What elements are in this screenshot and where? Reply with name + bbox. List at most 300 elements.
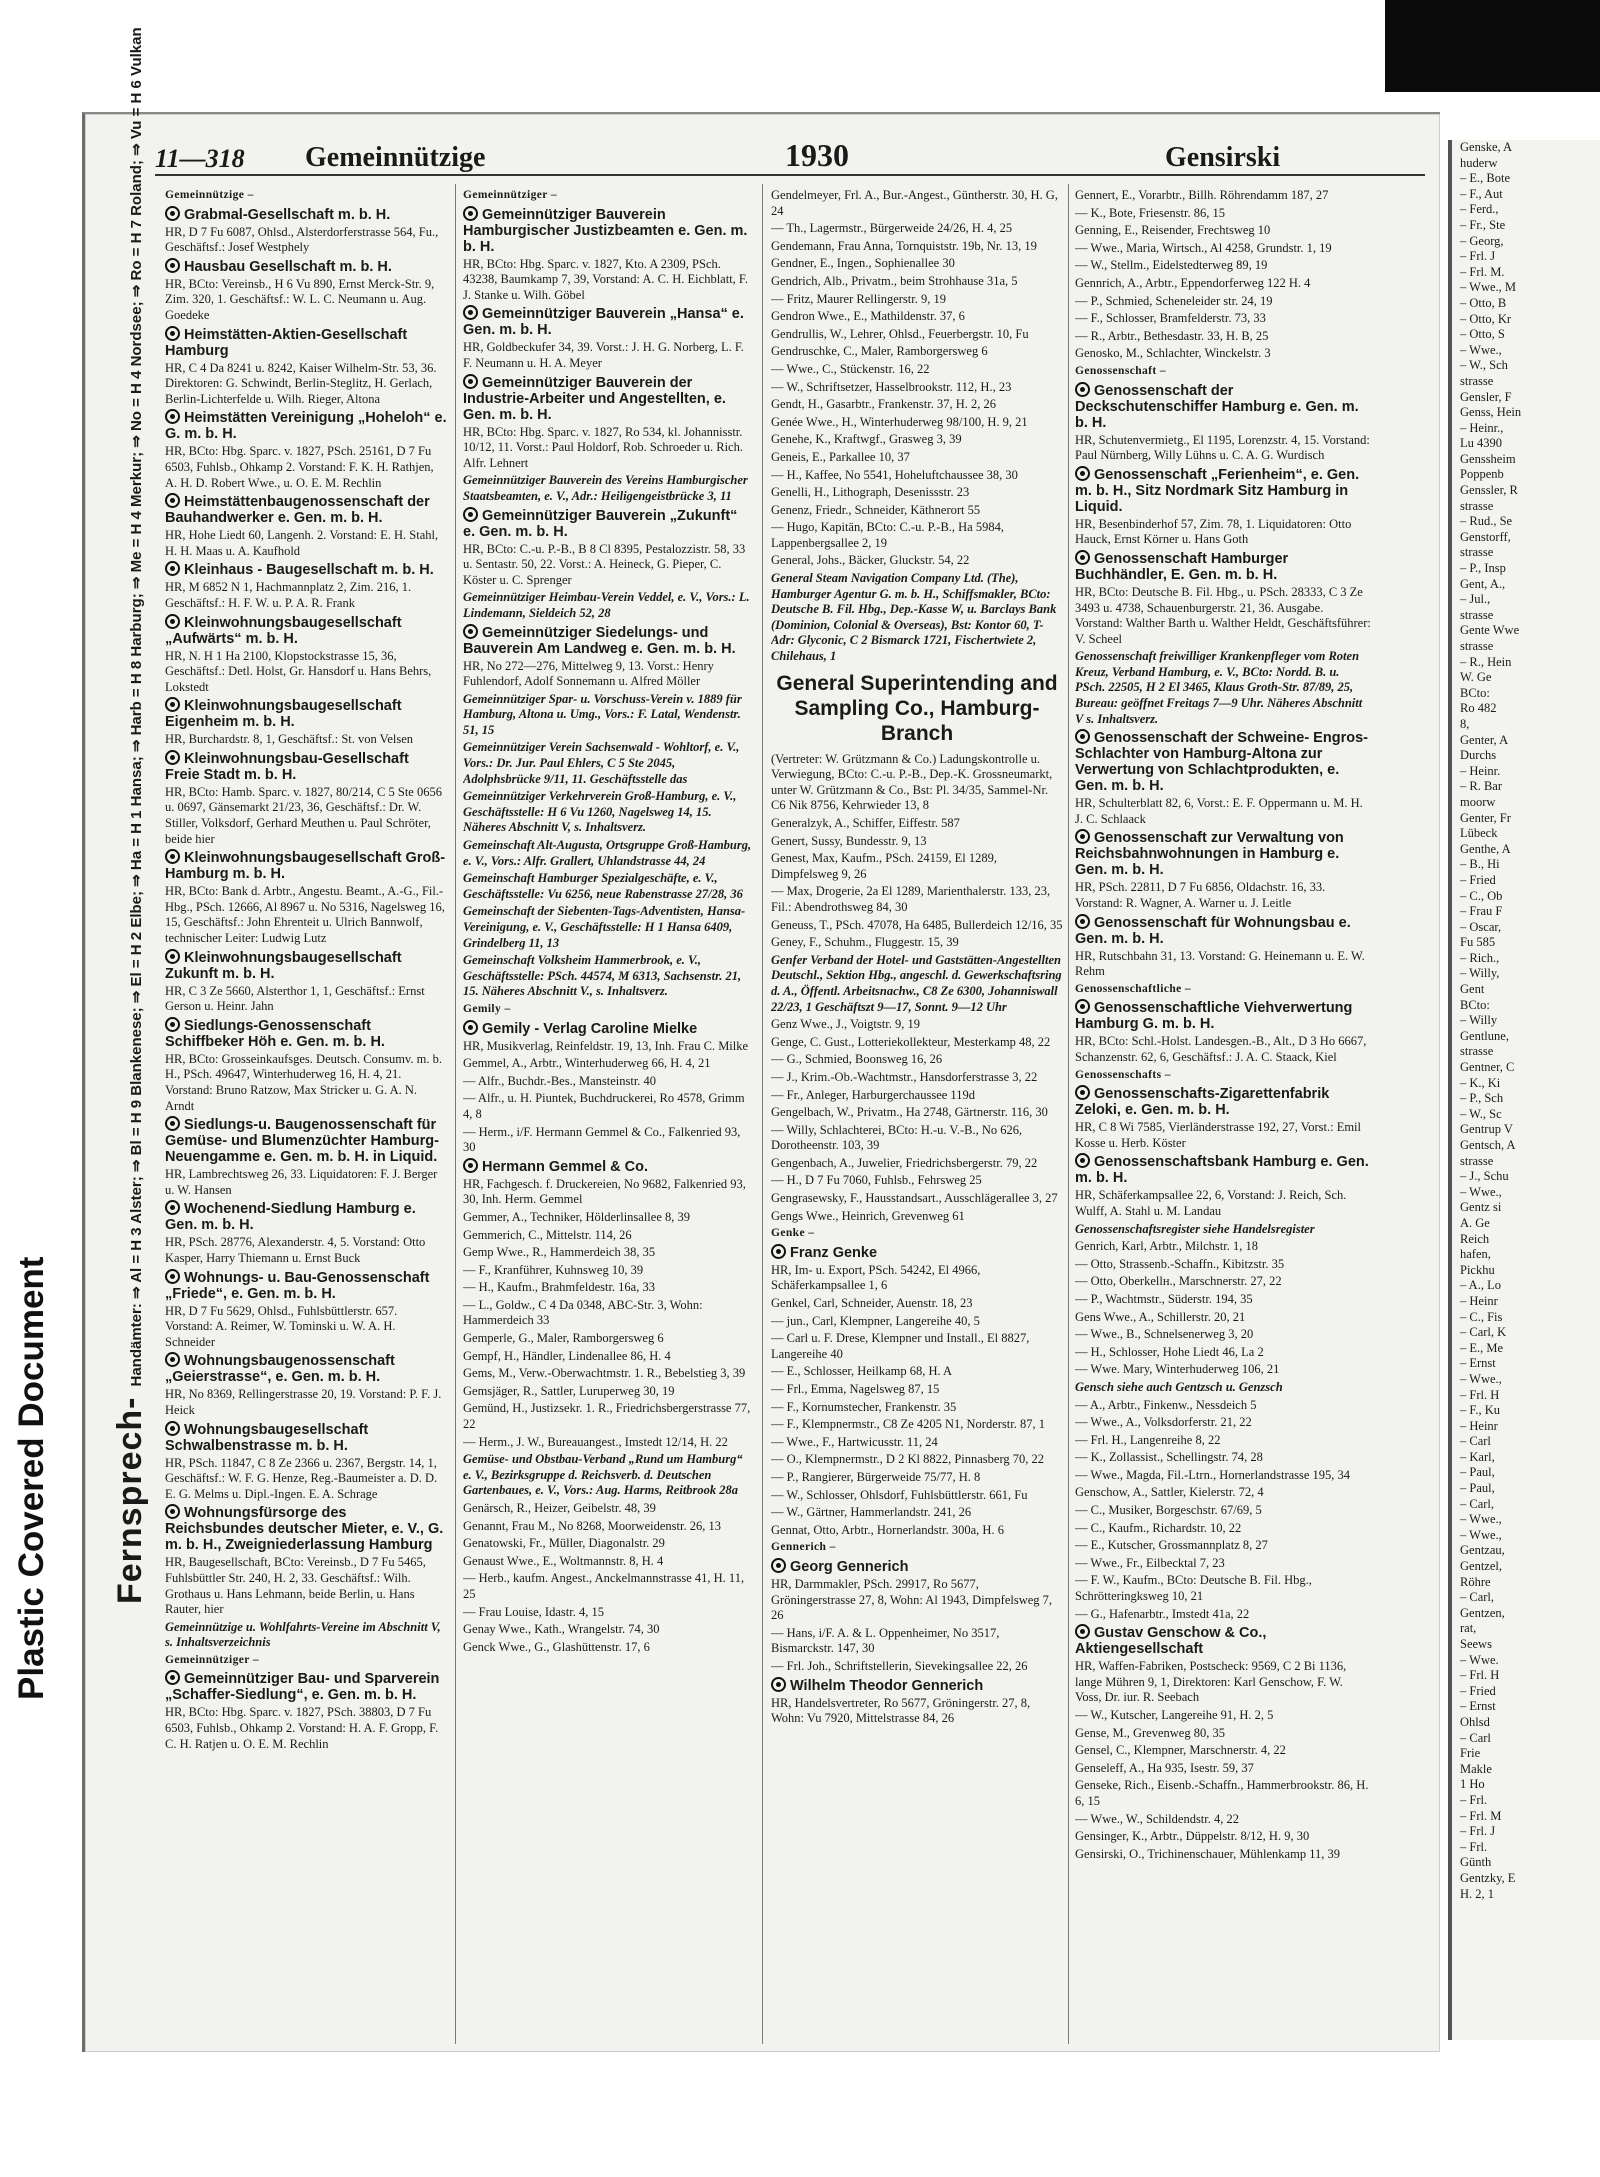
- adjacent-page-line: – Frl.: [1460, 1839, 1488, 1854]
- directory-entry: — Frl. H., Langenreihe 8, 22: [1075, 1432, 1221, 1447]
- directory-entry: — H., D 7 Fu 7060, Fuhlsb., Fehrsweg 25: [771, 1173, 982, 1188]
- association-entry: Gensch siehe auch Gentzsch u. Genzsch: [1075, 1379, 1283, 1394]
- adjacent-page-line: – W., Sc: [1460, 1106, 1502, 1121]
- adjacent-page-line: – W., Sch: [1460, 358, 1508, 373]
- adjacent-page-line: H. 2, 1: [1460, 1886, 1495, 1901]
- adjacent-page-line: – Carl, K: [1460, 1325, 1507, 1340]
- registered-firm-icon: [165, 614, 180, 629]
- directory-entry: — Wwe. Mary, Winterhuderweg 106, 21: [1075, 1362, 1280, 1377]
- directory-entry: Gems, M., Verw.-Oberwachtmstr. 1. R., Bebelstieg 3, 39: [463, 1366, 746, 1381]
- directory-entry: Gengs Wwe., Heinrich, Grevenweg 61: [771, 1208, 965, 1223]
- registered-firm-icon: [165, 1352, 180, 1367]
- directory-entry: Genert, Sussy, Bundesstr. 9, 13: [771, 833, 927, 848]
- adjacent-page-line: – Ernst: [1460, 1356, 1496, 1371]
- adjacent-page-line: – Fried: [1460, 1683, 1496, 1698]
- directory-entry: — W., Schlosser, Ohlsdorf, Fuhlsbüttlerstr. 661, Fu: [771, 1487, 1028, 1502]
- adjacent-page-line: Gentzen,: [1460, 1605, 1505, 1620]
- directory-entry: — Wwe., Maria, Wirtsch., Al 4258, Grundstr. 1, 19: [1075, 240, 1332, 255]
- fernsprech-legend: [111, 27, 150, 1604]
- firm-name: Gemeinnütziger Bauverein Hamburgischer Justizbeamten e. Gen. m. b. H.: [463, 206, 748, 255]
- directory-entry: Gemmel, A., Arbtr., Winterhuderweg 66, H. 4, 21: [463, 1056, 711, 1071]
- adjacent-page-line: – C., Ob: [1460, 888, 1503, 903]
- adjacent-page-line: – Ernst: [1460, 1699, 1496, 1714]
- header-left-word: Gemeinnützige: [305, 142, 486, 173]
- directory-entry: Genrich, Karl, Arbtr., Milchstr. 1, 18: [1075, 1239, 1258, 1254]
- adjacent-page-line: Fu 585: [1460, 935, 1496, 950]
- adjacent-page-line: – Rich.,: [1460, 950, 1500, 965]
- firm-name: Franz Genke: [771, 1244, 1063, 1261]
- adjacent-page-line: – Paul,: [1460, 1481, 1495, 1496]
- firm-name: Kleinwohnungsbaugesellschaft Zukunft m. b. H.: [165, 949, 402, 982]
- fernsprech-word: Fernsprech-: [111, 1396, 149, 1604]
- firm-name: Genossenschaftsbank Hamburg e. Gen. m. b. H.: [1075, 1154, 1369, 1187]
- directory-entry: — Alfr., u. H. Piuntek, Buchdruckerei, Ro 4578, Grimm 4, 8: [463, 1091, 745, 1121]
- registered-firm-icon: [165, 493, 180, 508]
- directory-entry: HR, No 272—276, Mittelweg 9, 13. Vorst.: Henry Fuhlendorf, Adolf Sonnemann u. Alfred Möller: [463, 658, 714, 689]
- directory-entry: HR, BCto: Grosseinkaufsges. Deutsch. Consumv. m. b. H., PSch. 49647, Winterhuderweg 16, H. 4, 21. Vorstand: Bruno Ratzow, Max Stricker u. G. A. N. Arndt: [165, 1051, 442, 1113]
- directory-entry: HR, C 4 Da 8241 u. 8242, Kaiser Wilhelm-Str. 53, 36. Direktoren: G. Schwindt, Berlin-Steglitz, H. Gerlach, Berlin-Lichterfelde u. Wilh. Rieger, Altona: [165, 360, 437, 406]
- registered-firm-icon: [1075, 999, 1090, 1014]
- directory-entry: HR, PSch. 22811, D 7 Fu 6856, Oldachstr. 16, 33. Vorstand: R. Wagner, A. Warner u. J. Leitle: [1075, 880, 1326, 911]
- adjacent-page-line: strasse: [1460, 373, 1494, 388]
- firm-name: Siedlungs-u. Baugenossenschaft für Gemüse- und Blumenzüchter Hamburg-Neuengamme e. Gen. m. b. H. in Liquid.: [165, 1117, 439, 1166]
- firm-name: Genossenschaft „Ferienheim“, e. Gen. m. b. H., Sitz Nordmark Sitz Hamburg in Liquid.: [1075, 466, 1360, 515]
- directory-entry: — E., Schlosser, Heilkamp 68, H. A: [771, 1364, 953, 1379]
- association-entry: Gemeinschaft Alt-Augusta, Ortsgruppe Groß-Hamburg, e. V., Vors.: Alfr. Grallert, Uhlandstrasse 44, 24: [463, 838, 752, 868]
- firm-name: Heimstätten Vereinigung „Hoheloh“ e. G. m. b. H.: [165, 410, 447, 443]
- directory-entry: Gendt, H., Gasarbtr., Frankenstr. 37, H. 2, 26: [771, 397, 996, 412]
- adjacent-page-line: Genthe, A: [1460, 841, 1511, 856]
- adjacent-page-line: Gent, A.,: [1460, 576, 1506, 591]
- directory-entry: HR, M 6852 N 1, Hachmannplatz 2, Zim. 216, 1. Geschäftsf.: H. F. W. u. P. A. R. Frank: [165, 580, 412, 610]
- adjacent-page-line: – Wwe.,: [1460, 1527, 1502, 1542]
- directory-entry: Gendruschke, C., Maler, Ramborgersweg 6: [771, 344, 988, 359]
- adjacent-page-line: – Wwe.,: [1460, 342, 1502, 357]
- adjacent-page-line: – Georg,: [1460, 233, 1504, 248]
- directory-entry: Genest, Max, Kaufm., PSch. 24159, El 1289, Dimpfelsweg 9, 26: [771, 851, 998, 881]
- adjacent-page-line: – Carl,: [1460, 1590, 1495, 1605]
- directory-entry: — Herb., kaufm. Angest., Anckelmannstrasse 41, H. 11, 25: [463, 1571, 745, 1601]
- adjacent-page-line: – Frl.: [1460, 1792, 1488, 1807]
- header-year: 1930: [785, 137, 849, 173]
- association-entry: Gemeinschaft der Siebenten-Tags-Adventisten, Hansa-Vereinigung, e. V., Geschäftsstelle: H 1 Hansa 6409, Grindelberg 11, 13: [463, 904, 746, 950]
- firm-name: Genossenschaft für Wohnungsbau e. Gen. m. b. H.: [1075, 914, 1351, 947]
- firm-name: Genossenschaftliche Viehverwertung Hamburg G. m. b. H.: [1075, 1000, 1353, 1033]
- registered-firm-icon: [463, 1158, 478, 1173]
- fernsprech-codes: Handämter: ⇒ Al = H 3 Alster; ⇒ Bl = H 9 Blankenese; ⇒ El = H 2 Elbe; ⇒ Ha = H 1 Hansa; ⇒ Harb = H 8 Harburg; ⇒ Me = H 4 Merkur; ⇒ No = H 4 Nordsee; ⇒ Ro = H 7 Roland; ⇒ Vu = H 6 Vulkan: [128, 27, 145, 1387]
- directory-entry: HR, Schulterblatt 82, 6, Vorst.: E. F. Oppermann u. M. H. J. C. Schlaack: [1075, 796, 1363, 826]
- registered-firm-icon: [1075, 1153, 1090, 1168]
- directory-entry: — H., Schlosser, Hohe Liedt 46, La 2: [1075, 1344, 1264, 1359]
- adjacent-page-line: BCto:: [1460, 685, 1490, 700]
- directory-entry: HR, Goldbeckufer 34, 39. Vorst.: J. H. G. Norberg, L. F. F. Neumann u. H. A. Meyer: [463, 340, 744, 370]
- directory-entry: Gempf, H., Händler, Lindenallee 86, H. 4: [463, 1348, 671, 1363]
- firm-name: Genossenschaft der Schweine- Engros- Schlachter von Hamburg-Altona zur Verwertung von Schlachtprodukten, e. Gen. m. b. H.: [1075, 730, 1368, 795]
- directory-entry: HR, BCto: Hbg. Sparc. v. 1827, Ro 534, kl. Johannisstr. 10/12, 11. Vorst.: Paul Holdorf, Rob. Schroeder u. Rich. Alfr. Lehnert: [463, 424, 743, 470]
- adjacent-page-line: Genstorff,: [1460, 529, 1511, 544]
- directory-entry: Genehe, K., Kraftwgf., Grasweg 3, 39: [771, 432, 962, 447]
- adjacent-page-line: – Wwe., M: [1460, 280, 1517, 295]
- directory-entry: HR, BCto: Bank d. Arbtr., Angestu. Beamt., A.-G., Fil.-Hbg., PSch. 12666, Al 8967 u. No 5316, Nagelsweg 16, 15, Geschäftsf.: John Ehrenteit u. Ulrich Bannwolf, technischer Leiter: Ludwig Lutz: [165, 884, 445, 946]
- directory-entry: — G., Schmied, Boonsweg 16, 26: [771, 1052, 943, 1067]
- directory-entry: — Frl. Joh., Schriftstellerin, Sievekingsallee 22, 26: [771, 1658, 1028, 1673]
- registered-firm-icon: [771, 1677, 786, 1692]
- adjacent-page-line: – Otto, S: [1460, 327, 1505, 342]
- directory-entry: — F., Klempnermstr., C8 Ze 4205 N1, Norderstr. 87, 1: [771, 1417, 1045, 1432]
- firm-name: Heimstätten-Aktien-Gesellschaft Hamburg: [165, 326, 408, 359]
- registered-firm-icon: [1075, 466, 1090, 481]
- directory-entry: — Frau Louise, Idastr. 4, 15: [463, 1604, 604, 1619]
- association-entry: Gemeinnütziger Bauverein des Vereins Hamburgischer Staatsbeamten, e. V., Adr.: Heiligengeistbrücke 3, 11: [463, 473, 748, 503]
- firm-name: Siedlungs-Genossenschaft Schiffbeker Höh e. Gen. m. b. H.: [165, 1017, 385, 1050]
- directory-entry: — Fritz, Maurer Rellingerstr. 9, 19: [771, 291, 946, 306]
- firm-name: Heimstättenbaugenossenschaft der Bauhandwerker e. Gen. m. b. H.: [165, 494, 430, 527]
- association-entry: Gemeinnütziger Spar- u. Vorschuss-Verein v. 1889 für Hamburg, Altona u. Umg., Vors.: F. Latal, Wendenstr. 51, 15: [463, 691, 742, 737]
- adjacent-page: [1448, 140, 1600, 2040]
- directory-entry: Genseke, Rich., Eisenb.-Schaffn., Hammerbrookstr. 86, H. 6, 15: [1075, 1778, 1369, 1808]
- adjacent-page-line: – Otto, Kr: [1460, 311, 1512, 326]
- association-entry: Gemeinschaft Volksheim Hammerbrook, e. V., Geschäftsstelle: PSch. 44574, M 6313, Sachsenstr. 21, 15. Näheres Abschnitt V., s. Inhaltsverz.: [463, 953, 742, 999]
- adjacent-page-line: Günth: [1460, 1855, 1492, 1870]
- registered-firm-icon: [1075, 829, 1090, 844]
- directory-entry: Genée Wwe., H., Winterhuderweg 98/100, H. 9, 21: [771, 414, 1028, 429]
- directory-entry: Geney, F., Schuhm., Fluggestr. 15, 39: [771, 935, 959, 950]
- directory-entry: HR, D 7 Fu 5629, Ohlsd., Fuhlsbüttlerstr. 657. Vorstand: A. Reimer, W. Tominski u. W. A. H. Schneider: [165, 1303, 398, 1349]
- directory-entry: — R., Arbtr., Bethesdastr. 33, H. B, 25: [1075, 328, 1269, 343]
- adjacent-page-line: Gentz si: [1460, 1200, 1502, 1215]
- association-entry: Genossenschaftsregister siehe Handelsregister: [1075, 1221, 1315, 1236]
- directory-entry: — Hans, i/F. A. & L. Oppenheimer, No 3517, Bismarckstr. 147, 30: [771, 1625, 1000, 1656]
- adjacent-page-line: – Carl: [1460, 1434, 1491, 1449]
- column-rule: [1068, 184, 1069, 2044]
- adjacent-page-line: hafen,: [1460, 1247, 1491, 1262]
- directory-entry: (Vertreter: W. Grützmann & Co.) Ladungskontrolle u. Verwiegung, BCto: C.-u. P.-B., Dep.-K. Grossneumarkt, unter W. Grützmann & Co., Bst: Pl. 34/35, Sammel-Nr. C6 Nik 8756, Kehrwieder 13, 8: [771, 751, 1053, 813]
- directory-entry: — H., Kaufm., Brahmfeldestr. 16a, 33: [463, 1280, 655, 1295]
- adjacent-page-line: Pickhu: [1460, 1262, 1495, 1277]
- adjacent-page-line: – Heinr: [1460, 1293, 1498, 1308]
- directory-entry: — J., Krim.-Ob.-Wachtmstr., Hansdorferstrasse 3, 22: [771, 1069, 1038, 1084]
- association-entry: General Steam Navigation Company Ltd. (The), Hamburger Agentur G. m. b. H., Schiffsmakler, BCto: Deutsche B. Fil. Hbg., Dep.-Kasse W, u. Barclays Bank (Dominion, Colonial & Overseas), Bst: Kontor 60, T-Adr: Glyconic, C 2 Bismarck 1721, Fischertwiete 2, Chilehaus, 1: [771, 571, 1057, 664]
- adjacent-page-line: – Wwe.,: [1460, 1371, 1502, 1386]
- adjacent-page-line: 1 Ho: [1460, 1777, 1485, 1792]
- directory-entry: — Wwe., W., Schildendstr. 4, 22: [1075, 1811, 1240, 1826]
- firm-name: Kleinwohnungsbaugesellschaft Groß-Hamburg m. b. H.: [165, 850, 446, 883]
- directory-entry: — Max, Drogerie, 2a El 1289, Marienthalerstr. 133, 23, Fil.: Abendrothsweg 84, 30: [771, 884, 1051, 914]
- directory-entry: — Otto, Strassenb.-Schaffn., Kibitzstr. 35: [1075, 1256, 1285, 1271]
- adjacent-page-line: strasse: [1460, 607, 1494, 622]
- association-entry: Gemeinnützige u. Wohlfahrts-Vereine im Abschnitt V, s. Inhaltsverzeichnis: [165, 1619, 441, 1650]
- directory-entry: — jun., Carl, Klempner, Langereihe 40, 5: [771, 1313, 980, 1328]
- registered-firm-icon: [1075, 914, 1090, 929]
- fernsprech-margin: [103, 27, 163, 2052]
- registered-firm-icon: [165, 849, 180, 864]
- adjacent-page-line: – Frl. H: [1460, 1387, 1500, 1402]
- directory-entry: HR, Baugesellschaft, BCto: Vereinsb., D 7 Fu 5465, Fuhlsbüttler Str. 240, H. 2, 33. Geschäftsf.: Wilh. Grothaus u. Hans Lehmann, beide Berlin, u. Hans Rauter, hier: [165, 1555, 426, 1617]
- adjacent-page-line: strasse: [1460, 1153, 1494, 1168]
- association-entry: Genfer Verband der Hotel- und Gaststätten-Angestellten Deutschl., Sektion Hbg., angeschl. d. Gewerkschaftsring d. A., Öffentl. Arbeitsnachw., C8 Ze 6300, Johanniswall 22/23, 1 Geschäftszt 9—17, Sonnt. 9—12 Uhr: [771, 952, 1062, 1014]
- registered-firm-icon: [463, 507, 478, 522]
- firm-name: Gustav Genschow & Co., Aktiengesellschaft: [1075, 1625, 1267, 1658]
- firm-name: Grabmal-Gesellschaft m. b. H.: [165, 206, 447, 223]
- directory-entry: — P., Schmied, Scheneleider str. 24, 19: [1075, 293, 1273, 308]
- directory-entry: Gendrullis, W., Lehrer, Ohlsd., Feuerbergstr. 10, Fu: [771, 326, 1029, 341]
- adjacent-page-line: Gentner, C: [1460, 1060, 1515, 1075]
- directory-entry: HR, D 7 Fu 6087, Ohlsd., Alsterdorferstrasse 564, Fu., Geschäftsf.: Josef Westphely: [165, 224, 439, 255]
- adjacent-page-line: – Fr., Ste: [1460, 217, 1506, 232]
- adjacent-page-line: Gentzky, E: [1460, 1870, 1516, 1885]
- directory-entry: — Hugo, Kapitän, BCto: C.-u. P.-B., Ha 5984, Lappenbergsallee 2, 19: [771, 520, 1004, 550]
- firm-name: Hermann Gemmel & Co.: [463, 1158, 753, 1175]
- directory-entry: — O., Klempnermstr., D 2 Kl 8822, Pinnasberg 70, 22: [771, 1452, 1045, 1467]
- registered-firm-icon: [463, 374, 478, 389]
- directory-entry: — Otto, Oberkellн., Marschnerstr. 27, 22: [1075, 1274, 1282, 1289]
- directory-entry: Genaust Wwe., E., Woltmannstr. 8, H. 4: [463, 1553, 664, 1568]
- directory-entry: Genkel, Carl, Schneider, Auenstr. 18, 23: [771, 1296, 973, 1311]
- registered-firm-icon: [165, 1670, 180, 1685]
- directory-entry: HR, Handelsvertreter, Ro 5677, Gröningerstr. 27, 8, Wohn: Vu 7920, Mittelstrasse 84, 26: [771, 1695, 1031, 1726]
- firm-name: Georg Gennerich: [771, 1558, 1063, 1575]
- directory-entry: Gens Wwe., A., Schillerstr. 20, 21: [1075, 1309, 1246, 1324]
- directory-entry: HR, BCto: Vereinsb., H 6 Vu 890, Ernst Merck-Str. 9, Zim. 320, 1. Geschäftsf.: W. L. C. Neumann u. Aug. Goedeke: [165, 276, 435, 322]
- directory-entry: HR, C 8 Wi 7585, Vierländerstrasse 192, 27, Vorst.: Emil Kosse u. Herb. Köster: [1075, 1120, 1362, 1150]
- directory-entry: Generalzyk, A., Schiffer, Eiffestr. 587: [771, 816, 960, 830]
- section-heading: Genke –: [771, 1227, 815, 1240]
- firm-name: Wilhelm Theodor Gennerich: [771, 1677, 1063, 1694]
- adjacent-page-line: – P., Sch: [1460, 1091, 1504, 1106]
- directory-entry: — W., Stellm., Eidelstedterweg 89, 19: [1075, 258, 1268, 273]
- registered-firm-icon: [165, 1017, 180, 1032]
- directory-entry: Genatowski, Fr., Müller, Diagonalstr. 29: [463, 1536, 665, 1551]
- adjacent-page-line: Seews: [1460, 1637, 1492, 1651]
- adjacent-page-line: Gentrup V: [1460, 1122, 1513, 1137]
- adjacent-page-line: – F., Aut: [1460, 186, 1503, 201]
- adjacent-page-line: strasse: [1460, 1044, 1494, 1059]
- directory-entry: Geneis, E., Parkallee 10, 37: [771, 449, 910, 464]
- directory-entry: Genannt, Frau M., No 8268, Moorweidenstr. 26, 13: [463, 1518, 721, 1533]
- registered-firm-icon: [1075, 1624, 1090, 1639]
- registered-firm-icon: [165, 949, 180, 964]
- column-1: [165, 188, 447, 2038]
- directory-entry: Gendrich, Alb., Privatm., beim Strohhause 31a, 5: [771, 273, 1018, 288]
- adjacent-page-line: – Heinr.,: [1460, 420, 1504, 435]
- directory-entry: HR, BCto: Hbg. Sparc. v. 1827, PSch. 25161, D 7 Fu 6503, Fuhlsb., Ohkamp 2. Vorstand: F. K. H. Rathjen, A. H. D. Robert Wwe., u. O. E. M. Rechlin: [165, 444, 434, 490]
- directory-entry: HR, BCto: Hamb. Sparc. v. 1827, 80/214, C 5 Ste 0656 u. 0697, Gänsemarkt 21/23, 36, Geschäftsf.: Dr. W. Stiller, Volksdorf, Gerhard Meuthen u. Paul Schröter, beide hier: [165, 784, 442, 846]
- adjacent-page-line: – J., Schu: [1460, 1169, 1509, 1184]
- directory-entry: HR, Fachgesch. f. Druckereien, No 9682, Falkenried 93, 30, Inh. Herm. Gemmel: [463, 1176, 746, 1207]
- directory-entry: Gemmerich, C., Mittelstr. 114, 26: [463, 1227, 632, 1242]
- adjacent-page-line: Gentlune,: [1460, 1028, 1509, 1043]
- directory-entry: Gemsjäger, R., Sattler, Luruperweg 30, 19: [463, 1383, 675, 1398]
- adjacent-page-line: – F., Ku: [1460, 1403, 1500, 1418]
- registered-firm-icon: [165, 1200, 180, 1215]
- firm-name: Genossenschaft der Deckschutenschiffer Hamburg e. Gen. m. b. H.: [1075, 382, 1359, 431]
- firm-name: Wochenend-Siedlung Hamburg e. Gen. m. b. H.: [165, 1201, 416, 1234]
- adjacent-page-line: huderw: [1460, 155, 1498, 170]
- directory-entry: Gense, M., Grevenweg 80, 35: [1075, 1725, 1225, 1740]
- directory-entry: — Carl u. F. Drese, Klempner und Install., El 8827, Langereihe 40: [771, 1331, 1030, 1361]
- adjacent-page-line: Genske, A: [1460, 140, 1513, 154]
- association-entry: Gemüse- und Obstbau-Verband „Rund um Hamburg“ e. V., Bezirksgruppe d. Reichsverb. d. Deutschen Gartenbaues, e. V., Vors.: Aug. Harms, Reitbrook 28a: [463, 1452, 743, 1498]
- directory-entry: — Wwe., B., Schnelsenerweg 3, 20: [1075, 1327, 1254, 1342]
- registered-firm-icon: [463, 624, 478, 639]
- firm-name: Hausbau Gesellschaft m. b. H.: [165, 258, 447, 275]
- directory-entry: Gennert, E., Vorarbtr., Billh. Röhrendamm 187, 27: [1075, 188, 1329, 202]
- directory-entry: — Wwe., Fr., Eilbecktal 7, 23: [1075, 1555, 1225, 1570]
- directory-entry: Gensel, C., Klempner, Marschnerstr. 4, 22: [1075, 1743, 1286, 1758]
- adjacent-page-line: – Rud., Se: [1460, 514, 1513, 529]
- directory-entry: — Frl., Emma, Nagelsweg 87, 15: [771, 1382, 940, 1396]
- adjacent-page-line: – Heinr.: [1460, 763, 1501, 778]
- adjacent-page-line: strasse: [1460, 498, 1494, 513]
- adjacent-page-line: – P., Insp: [1460, 561, 1506, 576]
- directory-entry: — K., Zollassist., Schellingstr. 74, 28: [1075, 1450, 1263, 1465]
- section-heading: Gennerich –: [771, 1541, 836, 1554]
- directory-page: [82, 27, 1440, 2052]
- adjacent-page-line: – Frl. J: [1460, 1824, 1496, 1839]
- adjacent-page-line: – Frl. M: [1460, 1808, 1502, 1823]
- directory-entry: HR, Schäferkampsallee 22, 6, Vorstand: J. Reich, Sch. Wulff, A. Stahl u. M. Landau: [1075, 1188, 1347, 1218]
- adjacent-page-line: – E., Bote: [1460, 171, 1510, 186]
- adjacent-page-line: – Oscar,: [1460, 919, 1502, 934]
- firm-name: Gemily - Verlag Caroline Mielke: [463, 1020, 753, 1037]
- adjacent-page-line: – Carl: [1460, 1730, 1491, 1745]
- adjacent-page-line: Frie: [1460, 1746, 1481, 1761]
- registered-firm-icon: [165, 1116, 180, 1131]
- adjacent-page-line: Genssler, R: [1460, 483, 1518, 498]
- firm-name: Genossenschafts-Zigarettenfabrik Zeloki, e. Gen. m. b. H.: [1075, 1086, 1330, 1119]
- adjacent-page-line: – Wwe.,: [1460, 1512, 1502, 1527]
- firm-name: Gemeinnütziger Bauverein „Zukunft“ e. Gen. m. b. H.: [463, 507, 738, 540]
- directory-entry: Gemünd, H., Justizsekr. 1. R., Friedrichsbergerstrasse 77, 22: [463, 1401, 751, 1432]
- directory-entry: HR, BCto: C.-u. P.-B., B 8 Cl 8395, Pestalozzistr. 58, 33 u. Sentastr. 50, 22. Vorst.: A. Heineck, G. Pieper, C. Köster u. C. Sprenger: [463, 541, 746, 587]
- directory-entry: — C., Musiker, Borgeschstr. 67/69, 5: [1075, 1503, 1262, 1518]
- firm-name: Genossenschaft zur Verwaltung von Reichsbahnwohnungen in Hamburg e. Gen. m. b. H.: [1075, 830, 1344, 879]
- association-entry: Genossenschaft freiwilliger Krankenpfleger vom Roten Kreuz, Verband Hamburg, e. V., BCto: Nordd. B. u. PSch. 22505, H 2 El 3465, Klaus Groth-Str. 87/89, 25, Bureau: geöffnet Freitags 7—9 Uhr. Näheres Abschnitt V s. Inhaltsverz.: [1075, 649, 1363, 726]
- registered-firm-icon: [1075, 382, 1090, 397]
- directory-entry: — Th., Lagermstr., Bürgerweide 24/26, H. 4, 25: [771, 221, 1013, 236]
- adjacent-page-line: – Jul.,: [1460, 592, 1491, 607]
- registered-firm-icon: [771, 1244, 786, 1259]
- registered-firm-icon: [165, 1504, 180, 1519]
- directory-entry: — W., Kutscher, Langereihe 91, H. 2, 5: [1075, 1708, 1274, 1722]
- adjacent-page-line: Ro 482: [1460, 701, 1497, 716]
- registered-firm-icon: [165, 1421, 180, 1436]
- directory-entry: — F., Kranführer, Kuhnsweg 10, 39: [463, 1262, 644, 1277]
- registered-firm-icon: [165, 206, 180, 221]
- adjacent-page-line: Gentzel,: [1460, 1559, 1502, 1574]
- directory-entry: Gennat, Otto, Arbtr., Hornerlandstr. 300a, H. 6: [771, 1522, 1004, 1537]
- page-number: 11—318: [155, 144, 245, 173]
- directory-entry: Gengenbach, A., Juwelier, Friedrichsbergerstr. 79, 22: [771, 1155, 1038, 1170]
- registered-firm-icon: [463, 206, 478, 221]
- adjacent-page-line: Poppenb: [1460, 467, 1504, 482]
- adjacent-page-line: moorw: [1460, 794, 1496, 809]
- adjacent-page-line: Gentsch, A: [1460, 1138, 1516, 1152]
- adjacent-page-line: Gentzau,: [1460, 1543, 1505, 1558]
- directory-entry: — E., Kutscher, Grossmannplatz 8, 27: [1075, 1538, 1268, 1553]
- directory-entry: HR, N. H 1 Ha 2100, Klopstockstrasse 15, 36, Geschäftsf.: Detl. Holst, Gr. Hansdorf u. Hans Behrs, Lokstedt: [165, 648, 432, 694]
- directory-entry: Gemmer, A., Techniker, Hölderlinsallee 8, 39: [463, 1209, 690, 1224]
- registered-firm-icon: [165, 697, 180, 712]
- directory-entry: HR, Musikverlag, Reinfeldstr. 19, 13, Inh. Frau C. Milke: [463, 1038, 749, 1053]
- adjacent-page-line: – R. Bar: [1460, 779, 1503, 794]
- registered-firm-icon: [463, 1020, 478, 1035]
- directory-entry: — K., Bote, Friesenstr. 86, 15: [1075, 205, 1225, 220]
- adjacent-page-line: – Karl,: [1460, 1449, 1495, 1464]
- directory-entry: — Wwe., A., Volksdorferstr. 21, 22: [1075, 1415, 1252, 1430]
- directory-entry: Gendron Wwe., E., Mathildenstr. 37, 6: [771, 309, 965, 324]
- adjacent-page-line: – Wwe.,: [1460, 1184, 1502, 1199]
- firm-name: Wohnungs- u. Bau-Genossenschaft „Friede“, e. Gen. m. b. H.: [165, 1269, 430, 1302]
- directory-entry: — P., Rangierer, Bürgerweide 75/77, H. 8: [771, 1469, 981, 1484]
- directory-entry: — F., Schlosser, Bramfelderstr. 73, 33: [1075, 311, 1266, 326]
- adjacent-page-line: – Frau F: [1460, 904, 1503, 919]
- directory-entry: Genenz, Friedr., Schneider, Käthnerort 55: [771, 502, 981, 517]
- directory-entry: — W., Gärtner, Hammerlandstr. 241, 26: [771, 1505, 972, 1520]
- adjacent-page-line: Makle: [1460, 1761, 1492, 1776]
- registered-firm-icon: [1075, 1085, 1090, 1100]
- registered-firm-icon: [1075, 550, 1090, 565]
- adjacent-page-line: W. Ge: [1460, 670, 1492, 685]
- association-entry: Gemeinnütziger Heimbau-Verein Veddel, e. V., Vors.: L. Lindemann, Sieldeich 52, 28: [463, 590, 750, 620]
- registered-firm-icon: [463, 305, 478, 320]
- directory-entry: HR, Schutenvermietg., El 1195, Lorenzstr. 4, 15. Vorstand: Paul Nürnberg, Willy Lühns u. C. A. G. Wurdisch: [1075, 432, 1370, 463]
- directory-entry: General, Johs., Bäcker, Gluckstr. 54, 22: [771, 553, 970, 568]
- directory-entry: — Wwe., C., Stückenstr. 16, 22: [771, 361, 930, 376]
- directory-entry: HR, Burchardstr. 8, 1, Geschäftsf.: St. von Velsen: [165, 732, 414, 747]
- directory-entry: Genseleff, A., Ha 935, Isestr. 59, 37: [1075, 1760, 1254, 1775]
- directory-entry: — P., Wachtmstr., Süderstr. 194, 35: [1075, 1291, 1253, 1306]
- directory-entry: HR, Besenbinderhof 57, Zim. 78, 1. Liquidatoren: Otto Hauck, Ernst Körner u. Hans Goth: [1075, 516, 1352, 547]
- directory-entry: HR, BCto: Hbg. Sparc. v. 1827, PSch. 38803, D 7 Fu 6503, Fuhlsb., Ohkamp 2. Vorstand: H. A. F. Gropp, F. C. H. Ratjen u. O. E. M. Rechlin: [165, 1705, 439, 1751]
- directory-entry: Genärsch, R., Heizer, Geibelstr. 48, 39: [463, 1501, 656, 1515]
- adjacent-page-line: – B., Hi: [1460, 857, 1500, 872]
- adjacent-page-line: Reich: [1460, 1231, 1490, 1246]
- column-4: [1075, 188, 1371, 2038]
- adjacent-page-line: – Fried: [1460, 872, 1496, 887]
- directory-entry: Genge, C. Gust., Lotteriekollekteur, Mesterkamp 48, 22: [771, 1034, 1051, 1049]
- adjacent-page-line: Durchs: [1460, 748, 1497, 763]
- column-rule: [455, 184, 456, 2044]
- directory-entry: — A., Arbtr., Finkenw., Nessdeich 5: [1075, 1397, 1257, 1412]
- directory-entry: — Herm., i/F. Hermann Gemmel & Co., Falkenried 93, 30: [463, 1124, 741, 1155]
- left-margin: [0, 0, 70, 2177]
- column-3: [771, 188, 1063, 2038]
- association-entry: Gemeinnütziger Verkehrverein Groß-Hamburg, e. V., Geschäftsstelle: H 6 Vu 1260, Nagelsweg 14, 15. Näheres Abschnitt V, s. Inhaltsverz.: [463, 789, 737, 835]
- directory-entry: HR, PSch. 11847, C 8 Ze 2366 u. 2367, Bergstr. 14, 1, Geschäftsf.: W. F. G. Henze, Reg.-Baumeister a. D. D. E. G. Melms u. Dipl.-Ingen. E. A. Schrage: [165, 1455, 438, 1501]
- side-label-text: Plastic Covered Document: [12, 1256, 51, 1700]
- firm-name: Genossenschaft Hamburger Buchhändler, E. Gen. m. b. H.: [1075, 550, 1289, 583]
- firm-name: Gemeinnütziger Bauverein „Hansa“ e. Gen. m. b. H.: [463, 306, 744, 339]
- adjacent-page-line: – Willy: [1460, 1013, 1498, 1028]
- adjacent-page-line: – Heinr: [1460, 1418, 1498, 1433]
- firm-name: Kleinhaus - Baugesellschaft m. b. H.: [165, 561, 447, 578]
- adjacent-page-text: [1460, 140, 1600, 2020]
- adjacent-page-line: – Willy,: [1460, 966, 1500, 981]
- adjacent-page-line: – Wwe.: [1460, 1652, 1499, 1667]
- directory-entry: — Herm., J. W., Bureauangest., Imstedt 12/14, H. 22: [463, 1434, 728, 1449]
- directory-entry: Genning, E., Reisender, Frechtsweg 10: [1075, 223, 1271, 238]
- directory-entry: Genz Wwe., J., Voigtstr. 9, 19: [771, 1017, 920, 1032]
- section-heading: Gemeinnützige –: [165, 189, 254, 201]
- adjacent-page-line: Genssheim: [1460, 451, 1516, 466]
- directory-entry: Gemperle, G., Maler, Ramborgersweg 6: [463, 1331, 664, 1346]
- directory-entry: Gendelmeyer, Frl. A., Bur.-Angest., Güntherstr. 30, H. G, 24: [771, 188, 1058, 218]
- adjacent-page-line: – Frl. H: [1460, 1668, 1500, 1683]
- directory-entry: HR, PSch. 28776, Alexanderstr. 4, 5. Vorstand: Otto Kasper, Harry Thiemann u. Ernst Buck: [165, 1235, 426, 1265]
- directory-entry: Gensirski, O., Trichinenschauer, Mühlenkamp 11, 39: [1075, 1846, 1340, 1861]
- adjacent-page-line: Lu 4390: [1460, 436, 1503, 451]
